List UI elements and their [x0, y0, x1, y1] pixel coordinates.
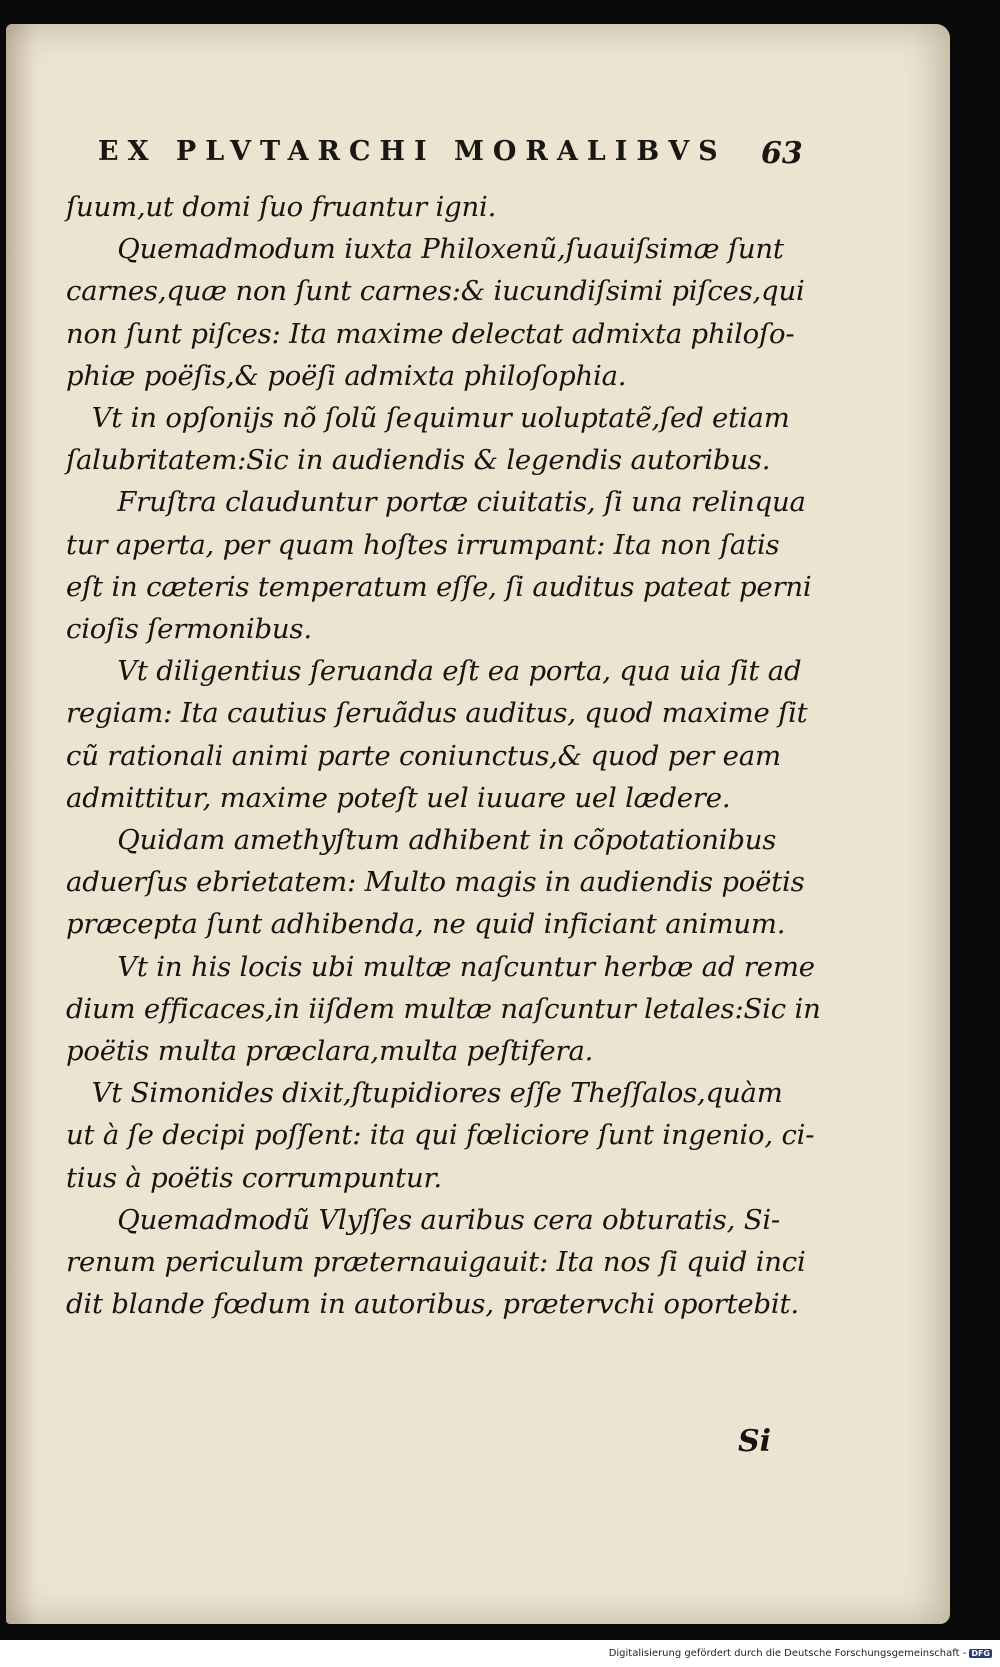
text-line: ſalubritatem:Sic in audiendis & legendis autoribus. — [66, 444, 771, 477]
text-line: tius à poëtis corrumpuntur. — [66, 1161, 442, 1194]
text-line: Vt in his locis ubi multæ naſcuntur herbæ ad reme — [66, 950, 815, 983]
text-line: præcepta ſunt adhibenda, ne quid inficiant animum. — [66, 908, 786, 941]
page-number: 63 — [761, 136, 803, 171]
book-page — [6, 24, 950, 1624]
dfg-logo: DFG — [971, 1649, 990, 1658]
text-line: Quidam amethyſtum adhibent in cõpotationibus — [66, 824, 777, 857]
text-line: Vt in opſonijs nõ ſolũ ſequimur uoluptatẽ,ſed etiam — [66, 402, 790, 435]
text-line: Quemadmodũ Vlyſſes auribus cera obturatis, Si- — [66, 1203, 781, 1236]
credit-text: Digitalisierung gefördert durch die Deutsche Forschungsgemeinschaft - — [608, 1648, 967, 1659]
digitization-credit — [609, 1648, 992, 1659]
text-line: admittitur, maxime poteſt uel iuuare uel lædere. — [66, 781, 731, 814]
text-line: regiam: Ita cautius ſeruãdus auditus, quod maxime ſit — [66, 697, 808, 730]
text-line: dit blande fœdum in autoribus, prætervchi oportebit. — [66, 1288, 799, 1321]
text-line: Vt diligentius ſeruanda eſt ea porta, qua uia ſit ad — [66, 655, 802, 688]
text-line: eſt in cæteris temperatum eſſe, ſi auditus pateat perni — [66, 570, 812, 603]
text-line: ut à ſe decipi poſſent: ita qui fœliciore ſunt ingenio, ci- — [66, 1119, 815, 1152]
text-line: carnes,quæ non ſunt carnes:& iucundiſsimi piſces,qui — [66, 275, 805, 308]
text-line: tur aperta, per quam hoſtes irrumpant: Ita non ſatis — [66, 528, 780, 561]
text-line: poëtis multa præclara,multa peſtifera. — [66, 1035, 594, 1068]
text-line: Quemadmodum iuxta Philoxenũ,ſuauiſsimæ ſunt — [66, 233, 784, 266]
text-line: phiæ poëſis,& poëſi admixta philoſophia. — [66, 359, 627, 392]
text-line: Fruſtra clauduntur portæ ciuitatis, ſi una relinqua — [66, 486, 806, 519]
text-line: renum periculum præternauigauit: Ita nos ſi quid inci — [66, 1246, 806, 1279]
text-line: non ſunt piſces: Ita maxime delectat admixta philoſo- — [66, 317, 795, 350]
text-block — [66, 186, 821, 1325]
catchword: Si — [738, 1424, 772, 1459]
text-line: Vt Simonides dixit,ſtupidiores eſſe Theſſalos,quàm — [66, 1077, 783, 1110]
running-title: EX PLVTARCHI MORALIBVS — [98, 136, 727, 167]
text-line: dium efficaces,in iiſdem multæ naſcuntur letales:Sic in — [66, 992, 821, 1025]
text-line: ſuum,ut domi ſuo fruantur igni. — [66, 191, 497, 223]
text-line: cioſis ſermonibus. — [66, 613, 312, 646]
text-line: cũ rationali animi parte coniunctus,& quod per eam — [66, 739, 781, 772]
text-line: aduerſus ebrietatem: Multo magis in audiendis poëtis — [66, 866, 805, 899]
